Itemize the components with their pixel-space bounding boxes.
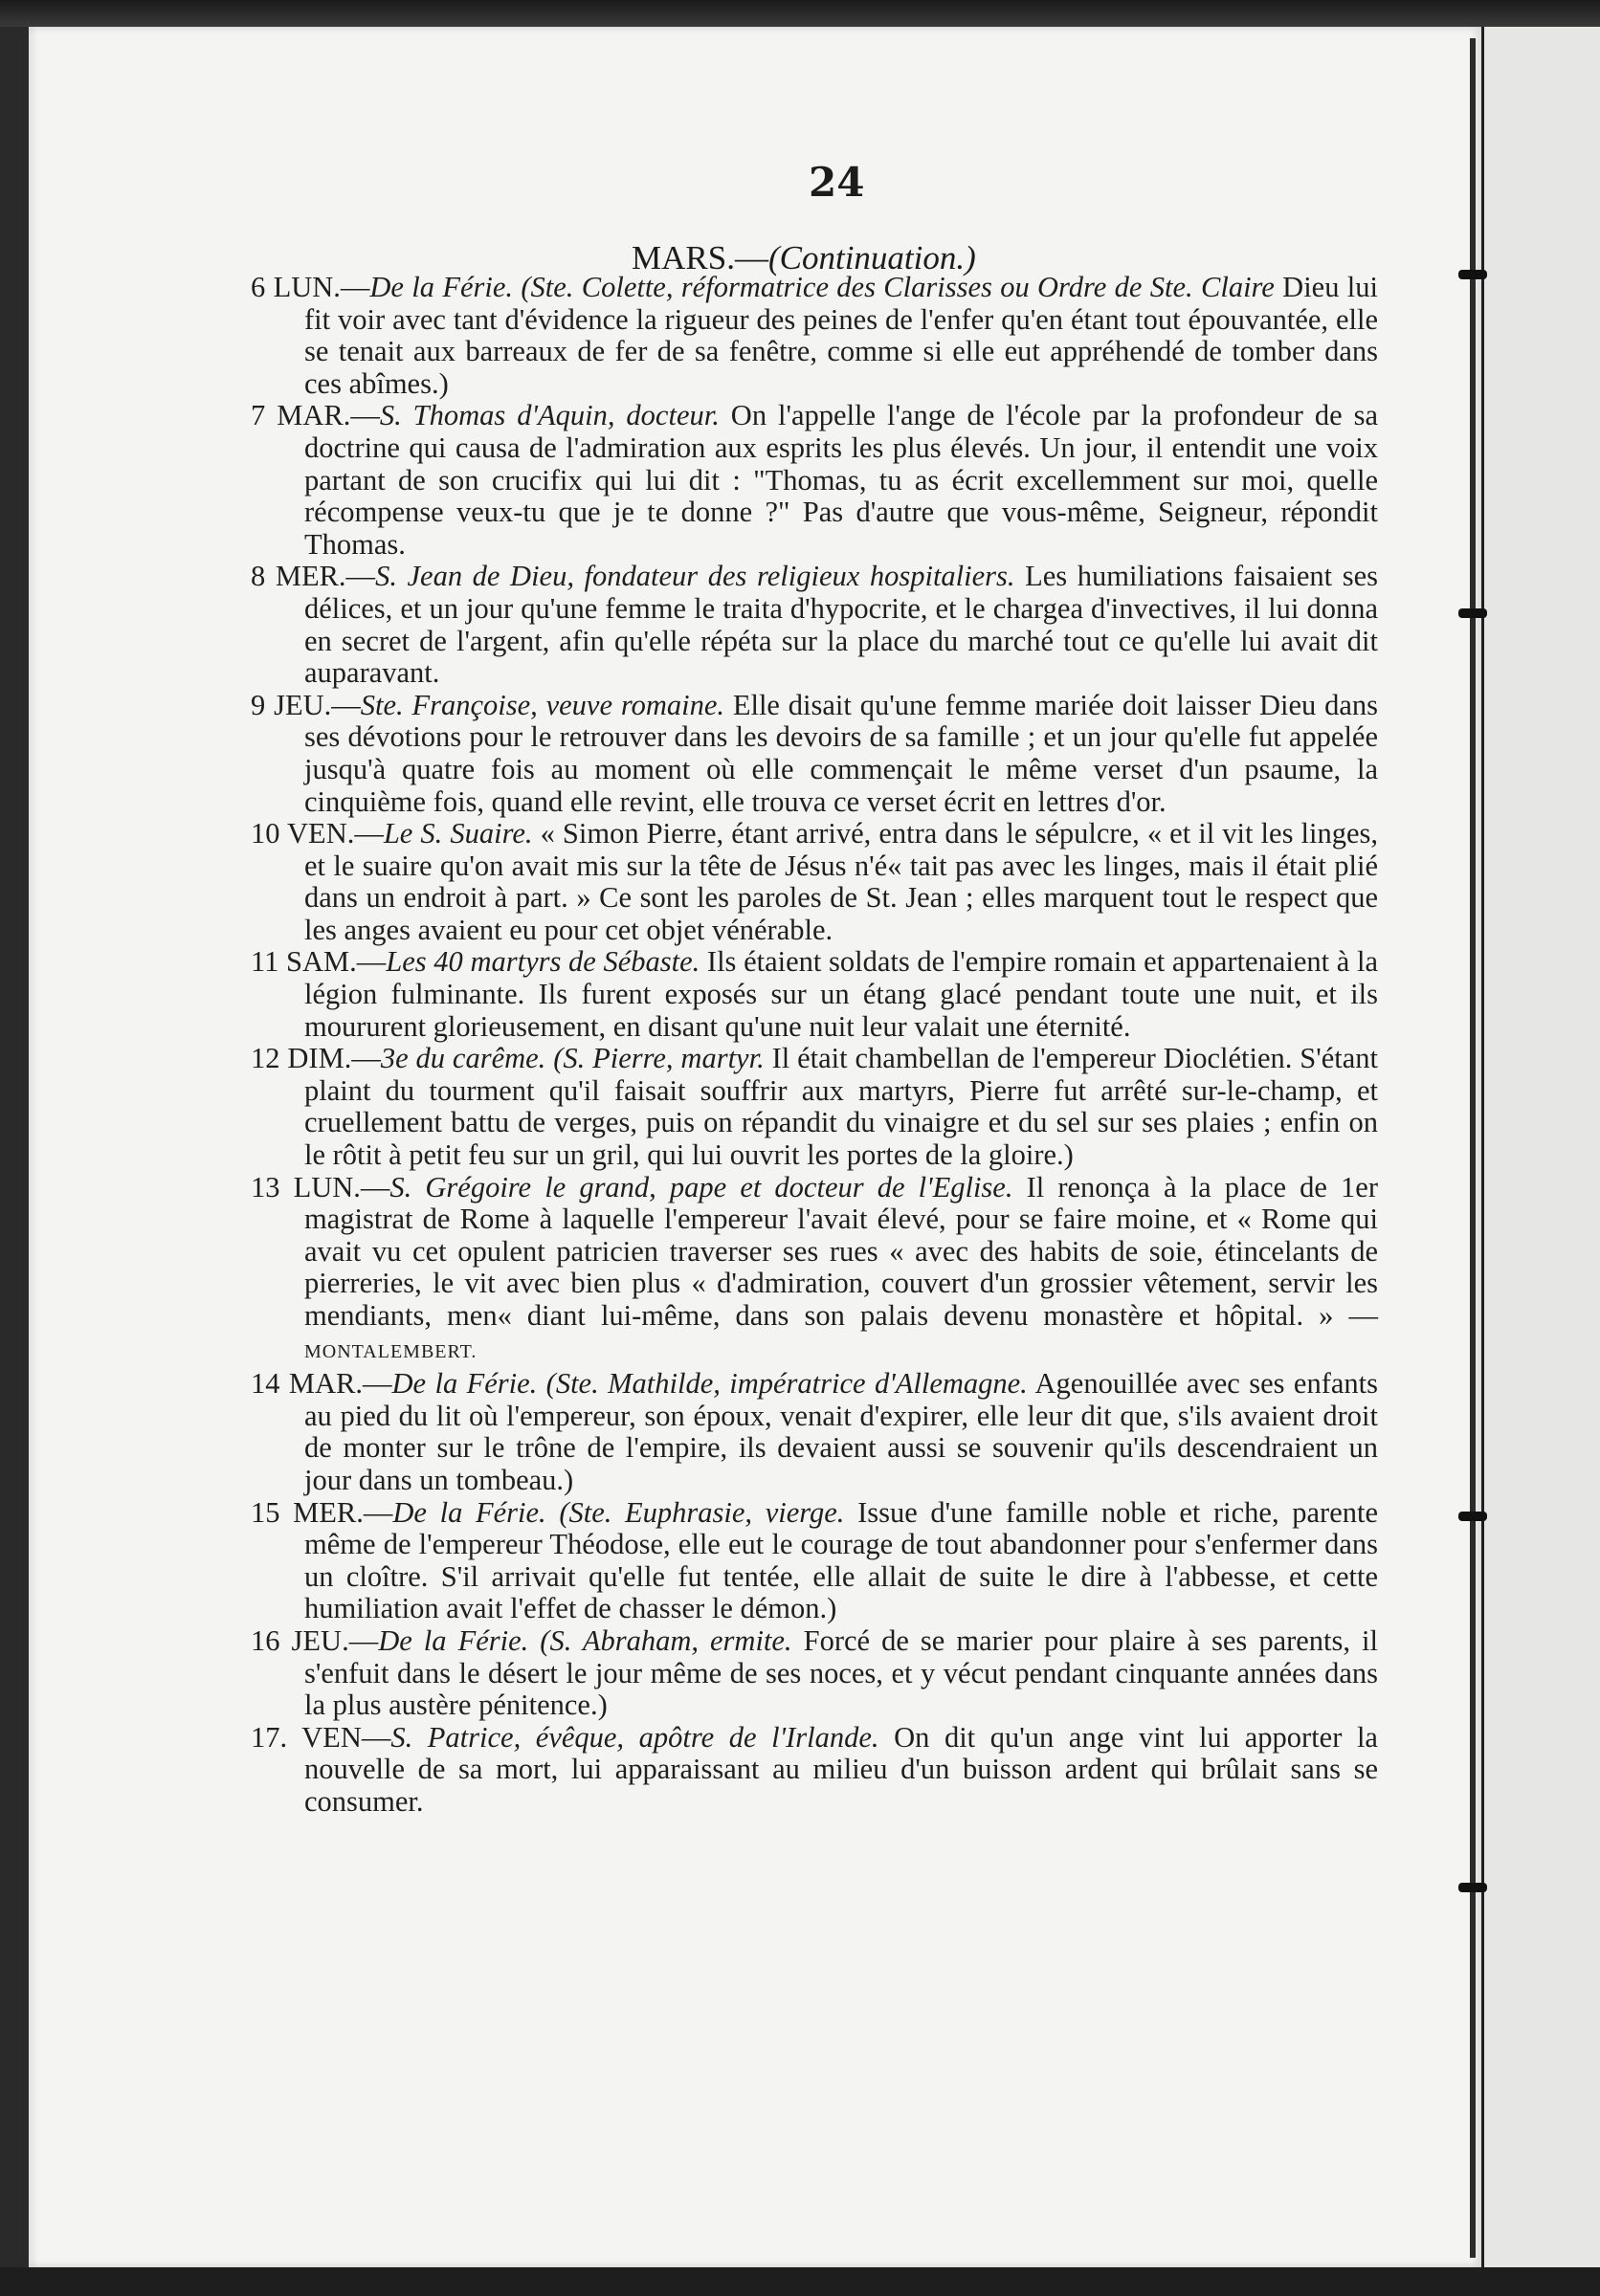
entry-day: 13 LUN.— (251, 1170, 390, 1203)
facing-page-edge (1481, 27, 1600, 2267)
entry-text: Agenouillée avec ses enfants au pied du lit où l'empereur, son époux, venait d'expirer, elle leur dit que, s'ils avaient droit de monter sur le trône de l'empire, ils devaient aussi se souvenir qu'ils descendraient un jour dans un tombeau.) (304, 1367, 1378, 1496)
entry (251, 1043, 1378, 1171)
binding-stitch (1458, 1883, 1487, 1892)
binding-stitch (1458, 1512, 1487, 1521)
entry (251, 561, 1378, 689)
entry (251, 690, 1378, 818)
entry (251, 1172, 1378, 1369)
entry-feast: Ste. Françoise, veuve romaine. (360, 688, 724, 721)
entries-list (251, 272, 1378, 1819)
entry-text: Elle disait qu'une femme mariée doit laisser Dieu dans ses dévotions pour le retrouver dans les devoirs de sa famille ; et un jour qu'elle fut appelée jusqu'à quatre fois au moment où elle commençait le même verset d'un psaume, la cinquième fois, quand elle revint, elle trouva ce verset écrit en lettres d'or. (304, 688, 1378, 818)
binding-stitch (1458, 270, 1487, 279)
entry (251, 946, 1378, 1043)
month-title: MARS.— (632, 239, 768, 276)
entry-feast: S. Jean de Dieu, fondateur des religieux hospitaliers. (375, 560, 1015, 593)
entry-feast: De la Férie. (S. Abraham, ermite. (378, 1623, 792, 1657)
entry-feast: S. Patrice, évêque, apôtre de l'Irlande. (390, 1720, 879, 1754)
entry-feast: S. Grégoire le grand, pape et docteur de l'Eglise. (389, 1170, 1013, 1203)
entry (251, 400, 1378, 561)
entry-feast: De la Férie. (Ste. Mathilde, impératrice d'Allemagne. (391, 1367, 1028, 1401)
entry-feast: Les 40 martyrs de Sébaste. (386, 945, 700, 979)
entry-feast: De la Férie. (Ste. Colette, réformatrice des Clarisses ou Ordre de Ste. Claire (369, 271, 1275, 303)
entry (251, 818, 1378, 946)
entry-day: 11 SAM.— (251, 945, 387, 979)
entry-text: Forcé de se marier pour plaire à ses parents, il s'enfuit dans le désert le jour même de ses noces, et y vécut pendant cinquante années dans la plus austère pénitence.) (304, 1623, 1379, 1722)
entry (251, 272, 1378, 400)
entry (251, 1368, 1378, 1496)
entry-feast: Le S. Suaire. (383, 817, 533, 850)
entry (251, 1625, 1378, 1722)
entry-day: 17. VEN— (251, 1720, 391, 1754)
entry-day: 16 JEU.— (251, 1623, 379, 1657)
entry-text: Issue d'une famille noble et riche, parente même de l'empereur Théodose, elle eut le courage de tout abandonner pour s'enfermer dans un cloître. S'il arrivait qu'elle fut tentée, elle allait de suite le dire à l'abbesse, et cette humiliation avait l'effet de chasser le démon.) (304, 1495, 1378, 1625)
entry-text: On l'appelle l'ange de l'école par la profondeur de sa doctrine qui causa de l'admiration aux esprits les plus élevés. Un jour, il entendit une voix partant de son crucifix qui lui dit : "Thomas, tu as écrit excellemment sur moi, quelle récompense veux-tu que je te donne ?" Pas d'autre que vous-même, Seigneur, répondit Thomas. (304, 399, 1378, 561)
binding-spine (1470, 38, 1476, 2258)
entry-day: 12 DIM.— (251, 1042, 381, 1075)
entry-text: Ils étaient soldats de l'empire romain et appartenaient à la légion fulminante. Ils furent exposés sur un étang glacé pendant toute une nuit, et ils moururent glorieusement, en disant qu'une nuit leur valait une éternité. (304, 945, 1378, 1043)
entry-day: 9 JEU.— (251, 688, 361, 721)
page-number: 24 (809, 159, 865, 206)
entry-day: 10 VEN.— (251, 817, 384, 850)
entry-day: 8 MER.— (251, 560, 376, 593)
entry-text: Les humiliations faisaient ses délices, et un jour qu'une femme le traita d'hypocrite, et le chargea d'invectives, il lui donna en secret de l'argent, afin qu'elle répéta sur la place du marché tout ce qu'elle lui avait dit auparavant. (304, 560, 1379, 690)
scan-top-edge (0, 0, 1600, 27)
entry-text: Il renonça à la place de 1er magistrat de Rome à laquelle l'empereur l'avait élevé, pour se faire moine, et « Rome qui avait vu cet opulent patricien traverser ses rues « avec des habits de soie, étincelants de pierreries, le vit avec bien plus « d'admiration, couvert d'un grossier vêtement, servir les mendiants, men« diant lui-même, dans son palais devenu monastère et hôpital. » — (304, 1170, 1378, 1332)
entry-text: « Simon Pierre, étant arrivé, entra dans le sépulcre, « et il vit les linges, et le suaire qu'on avait mis sur la tête de Jésus n'é« tait pas avec les linges, mais il était plié dans un endroit à part. » Ce sont les paroles de St. Jean ; elles marquent tout le respect que les anges avaient eu pour cet objet vénérable. (304, 817, 1378, 946)
entry-text: Il était chambellan de l'empereur Dioclétien. S'étant plaint du tourment qu'il faisait souffrir aux martyrs, Pierre fut arrêté sur-le-champ, et cruellement battu de verges, puis on répandit du vinaigre et du sel sur ses plaies ; enfin on le rôtit à petit feu sur un gril, qui lui ouvrit les portes de la gloire.) (304, 1042, 1378, 1172)
entry-day: 14 MAR.— (251, 1367, 392, 1401)
entry (251, 1497, 1378, 1625)
entry-author: MONTALEMBERT. (304, 1340, 478, 1362)
scan-bottom-edge (0, 2267, 1600, 2296)
entry-text: On dit qu'un ange vint lui apporter la nouvelle de sa mort, lui apparaissant au milieu d'un buisson ardent qui brûlait sans se consumer. (304, 1720, 1378, 1818)
entry-day: 15 MER.— (251, 1495, 393, 1529)
entry (251, 1722, 1378, 1819)
entry-feast: 3e du carême. (S. Pierre, martyr. (380, 1042, 765, 1075)
entry-feast: S. Thomas d'Aquin, docteur. (379, 399, 720, 432)
entry-day: 6 LUN.— (251, 271, 370, 303)
entry-day: 7 MAR.— (251, 399, 380, 432)
binding-stitch (1458, 608, 1487, 618)
entry-text: Dieu lui fit voir avec tant d'évidence la rigueur des peines de l'enfer qu'en étant tout épouvantée, elle se tenait aux barreaux de fer de sa fenêtre, comme si elle eut appréhendé de tomber dans ces abîmes.) (304, 271, 1378, 400)
continuation-label: (Continuation.) (767, 239, 976, 276)
entry-feast: De la Férie. (Ste. Euphrasie, vierge. (392, 1495, 845, 1529)
